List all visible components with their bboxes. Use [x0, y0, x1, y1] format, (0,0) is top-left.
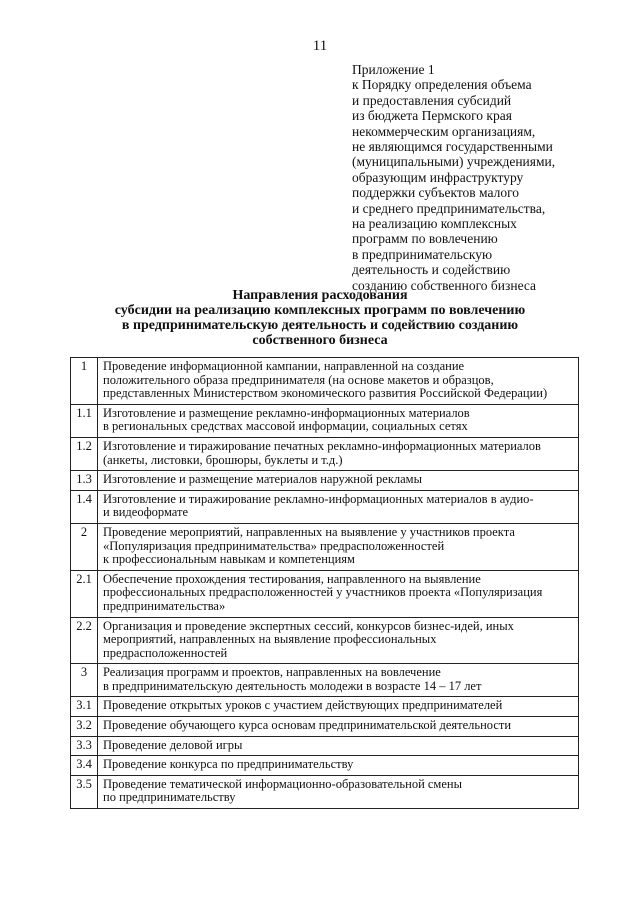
row-description-line: Изготовление и тиражирование печатных рекламно-информационных материалов [103, 438, 541, 453]
table-row [71, 404, 579, 437]
row-number: 3 [71, 664, 98, 697]
table-row [71, 471, 579, 491]
row-description [98, 570, 579, 617]
row-description-line: Проведение обучающего курса основам предпринимательской деятельности [103, 718, 512, 733]
table-row [71, 523, 579, 570]
appendix-line: созданию собственного бизнеса [352, 277, 537, 293]
appendix-line: деятельность и содействию [352, 262, 511, 278]
appendix-line: некоммерческим организациям, [352, 123, 536, 139]
appendix-line: к Порядку определения объема [352, 77, 532, 93]
table-row [71, 617, 579, 664]
row-description [98, 437, 579, 470]
row-description-line: Проведение деловой игры [103, 737, 243, 752]
row-description-line: Проведение информационной кампании, направленной на создание [103, 359, 465, 373]
appendix-line: программ по вовлечению [352, 231, 498, 247]
row-description-line: и видеоформате [103, 505, 189, 520]
heading-line: Направления расходования [232, 288, 408, 303]
row-description-line: положительного образа предпринимателя (на основе макетов и образцов, [103, 372, 494, 387]
appendix-line: Приложение 1 [352, 62, 435, 77]
row-description [98, 717, 579, 737]
appendix-line: из бюджета Пермского края [352, 108, 512, 124]
row-description-line: в предпринимательскую деятельность молодежи в возрасте 14 – 17 лет [103, 678, 482, 693]
appendix-line: на реализацию комплексных [352, 216, 517, 232]
row-description [98, 736, 579, 756]
row-description [98, 775, 579, 808]
row-description-line: Проведение конкурса по предпринимательству [103, 757, 354, 772]
row-description [98, 471, 579, 491]
row-description-line: Изготовление и тиражирование рекламно-информационных материалов в аудио- [103, 491, 534, 506]
row-description-line: Изготовление и размещение рекламно-информационных материалов [103, 405, 470, 420]
row-number: 1.4 [71, 490, 98, 523]
row-number: 3.4 [71, 756, 98, 776]
row-description [98, 404, 579, 437]
row-description-line: мероприятий, направленных на выявление профессиональных [103, 632, 437, 647]
row-number: 1 [71, 358, 98, 405]
row-description-line: предрасположенностей [103, 645, 228, 660]
table-row [71, 756, 579, 776]
row-description-line: Проведение тематической информационно-образовательной смены [103, 776, 462, 791]
appendix-line: и среднего предпринимательства, [352, 200, 546, 216]
row-description [98, 756, 579, 776]
row-description [98, 490, 579, 523]
table-row [71, 775, 579, 808]
table-row [71, 697, 579, 717]
row-description-line: представленных Министерством экономического развития Российской Федерации) [103, 386, 548, 401]
table-row [71, 358, 579, 405]
row-number: 3.1 [71, 697, 98, 717]
spending-directions-table [70, 357, 579, 809]
row-description [98, 617, 579, 664]
appendix-line: поддержки субъектов малого [352, 185, 520, 201]
row-number: 1.2 [71, 437, 98, 470]
appendix-line: (муниципальными) учреждениями, [352, 154, 556, 170]
row-number: 1.1 [71, 404, 98, 437]
appendix-line: в предпринимательскую [352, 246, 493, 262]
row-number: 1.3 [71, 471, 98, 491]
appendix-header [352, 62, 622, 293]
table-row [71, 717, 579, 737]
heading-line: в предпринимательскую деятельность и содействию созданию [121, 318, 519, 333]
row-description-line: «Популяризация предпринимательства» предрасположенностей [103, 538, 445, 553]
row-number: 2.1 [71, 570, 98, 617]
appendix-line: не являющимся государственными [352, 139, 553, 155]
row-description-line: Проведение мероприятий, направленных на выявление у участников проекта [103, 524, 515, 539]
document-heading [0, 288, 640, 348]
appendix-line: и предоставления субсидий [352, 92, 512, 108]
row-description [98, 664, 579, 697]
row-description-line: профессиональных предрасположенностей у участников проекта «Популяризация [103, 585, 543, 600]
row-number: 3.2 [71, 717, 98, 737]
row-description-line: в региональных средствах массовой информации, социальных сетях [103, 419, 468, 434]
row-description-line: Организация и проведение экспертных сессий, конкурсов бизнес-идей, иных [103, 618, 514, 633]
row-description-line: Изготовление и размещение материалов наружной рекламы [103, 472, 422, 487]
row-description-line: по предпринимательству [103, 790, 236, 805]
row-description-line: (анкеты, листовки, брошюры, буклеты и т.д.) [103, 452, 343, 467]
row-number: 2.2 [71, 617, 98, 664]
appendix-line: образующим инфраструктуру [352, 169, 524, 185]
table-row [71, 570, 579, 617]
row-description-line: Проведение открытых уроков с участием действующих предпринимателей [103, 698, 503, 713]
table-body [71, 358, 579, 809]
row-number: 2 [71, 523, 98, 570]
row-description [98, 697, 579, 717]
heading-line: субсидии на реализацию комплексных программ по вовлечению [114, 303, 526, 318]
row-description-line: предпринимательства» [103, 598, 226, 613]
table-row [71, 736, 579, 756]
table-row [71, 664, 579, 697]
row-number: 3.5 [71, 775, 98, 808]
row-number: 3.3 [71, 736, 98, 756]
page-number: 11 [312, 38, 328, 54]
row-description [98, 358, 579, 405]
row-description-line: Обеспечение прохождения тестирования, направленного на выявление [103, 571, 481, 586]
row-description-line: Реализация программ и проектов, направленных на вовлечение [103, 665, 441, 680]
table-row [71, 437, 579, 470]
row-description [98, 523, 579, 570]
row-description-line: к профессиональным навыкам и компетенциям [103, 552, 355, 567]
heading-line: собственного бизнеса [252, 333, 388, 348]
table-row [71, 490, 579, 523]
